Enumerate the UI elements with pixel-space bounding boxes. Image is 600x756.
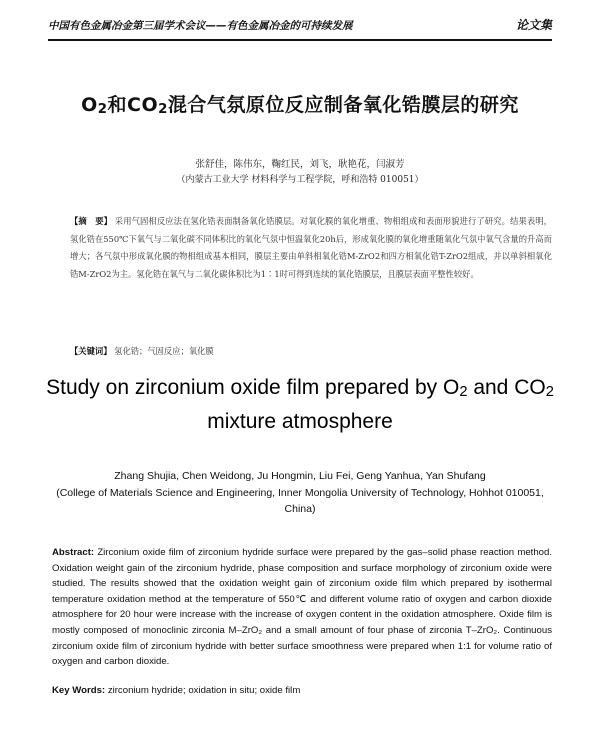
running-header bbox=[48, 16, 552, 36]
cn-title-part-2: 和CO bbox=[107, 94, 159, 116]
english-abstract bbox=[52, 545, 552, 670]
header-rule bbox=[48, 39, 552, 41]
cn-title-part-3: 混合气氛原位反应制备氧化锆膜层的研究 bbox=[167, 94, 519, 116]
english-keywords-label: Key Words: bbox=[52, 685, 106, 696]
english-title-line-2: mixture atmosphere bbox=[207, 410, 393, 433]
cn-title-sub-2: 2 bbox=[158, 102, 168, 117]
en-title-part-1: Study on zirconium oxide film prepared by O bbox=[46, 376, 460, 399]
chinese-abstract-label: 【摘 要】 bbox=[70, 216, 113, 226]
chinese-keywords-text: 氢化锆；气固反应；氧化膜 bbox=[114, 346, 214, 356]
chinese-keywords-label: 【关键词】 bbox=[70, 346, 112, 356]
chinese-authors: 张舒佳，陈伟东，鞠红民，刘飞，耿艳花，闫淑芳 bbox=[195, 159, 405, 170]
cn-title-sub-1: 2 bbox=[97, 102, 108, 117]
chinese-keywords bbox=[70, 345, 552, 357]
english-affiliation: (College of Materials Science and Engineering, Inner Mongolia University of Technology, Hohhot 010051, China) bbox=[56, 487, 544, 515]
english-keywords bbox=[52, 685, 552, 696]
chinese-affiliation: （内蒙古工业大学 材料科学与工程学院，呼和浩特 010051） bbox=[176, 175, 424, 185]
english-authors: Zhang Shujia, Chen Weidong, Ju Hongmin, Liu Fei, Geng Yanhua, Yan Shufang bbox=[114, 470, 486, 482]
chinese-title bbox=[0, 90, 600, 117]
en-title-sub-2: 2 bbox=[545, 384, 554, 400]
cn-title-part-1: O bbox=[81, 94, 98, 116]
english-keywords-text: zirconium hydride; oxidation in situ; oxide film bbox=[107, 685, 301, 696]
en-title-part-2: and CO bbox=[467, 376, 546, 399]
en-title-sub-1: 2 bbox=[459, 384, 468, 400]
english-title bbox=[40, 371, 560, 439]
chinese-abstract-text: 采用气固相反应法在氢化锆表面制备氧化锆膜层。对氧化膜的氧化增重、物相组成和表面形貌进行了研究。结果表明，氢化锆在550℃下氧气与二氧化碳不同体积比的氧化气氛中恒温氧化20h后，形成氧化膜的氧化增重随氧化气氛中氧气含量的升高而增大；各气氛中形成氧化膜的物相组成基本相同，膜层主要由单斜相氧化锆M-ZrO2和四方相氧化锆T-ZrO2组成，并以单斜相氧化锆M-ZrO2为主。氢化锆在氧气与二氧化碳体积比为1∶1时可得到连续的氧化锆膜层，且膜层表面平整性较好。 bbox=[70, 216, 552, 279]
chinese-abstract bbox=[70, 213, 552, 283]
english-abstract-text: Zirconium oxide film of zirconium hydride surface were prepared by the gas–solid phase reaction method. Oxidation weight gain of the zirconium hydride, phase composition and surface morphology of zirconium oxide were studied. The results showed that the oxidation weight gain of zirconium oxide film which prepared by isothermal temperature oxidation method at the temperature of 550℃ and different volume ratio of oxygen and carbon dioxide atmosphere for 20 hour were increase with the increase of oxygen content in the oxidation atmosphere. Oxide film is mostly composed of monoclinic zirconia M–ZrO₂ and a small amount of four phase of zirconia T–ZrO₂. Continuous zirconium oxide film of zirconium hydride with better surface smoothness were prepared when 1:1 for volume ratio of oxygen and carbon dioxide. bbox=[52, 547, 552, 668]
english-abstract-label: Abstract: bbox=[52, 547, 95, 558]
running-header-right: 论文集 bbox=[515, 18, 552, 32]
english-title-line-1 bbox=[40, 371, 560, 405]
running-header-left: 中国有色金属冶金第三届学术会议——有色金属冶金的可持续发展 bbox=[48, 20, 353, 32]
